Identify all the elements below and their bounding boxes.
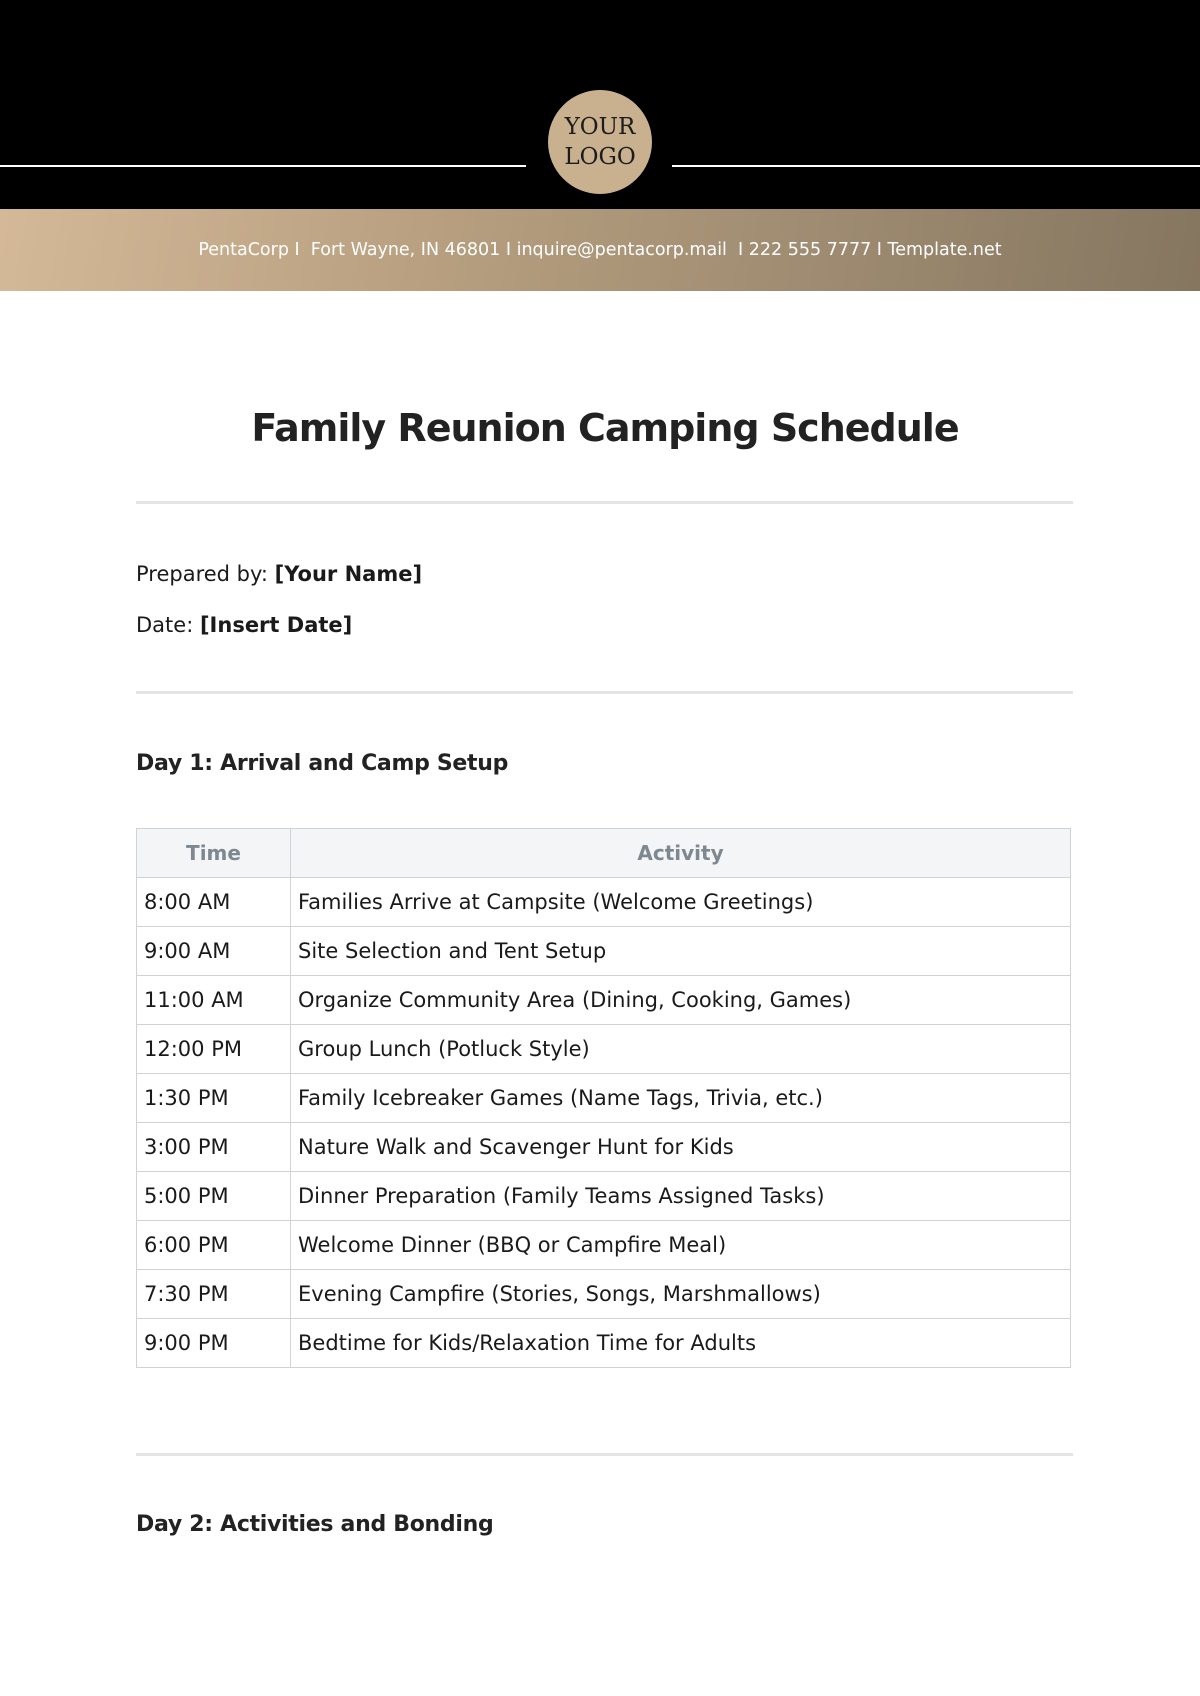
table-row — [137, 1319, 1071, 1368]
time-cell: 1:30 PM — [137, 1074, 291, 1123]
divider — [136, 501, 1073, 504]
time-cell: 9:00 PM — [137, 1319, 291, 1368]
header-banner — [0, 0, 1200, 209]
table-row — [137, 1025, 1071, 1074]
contact-info: PentaCorp I Fort Wayne, IN 46801 I inquire@pentacorp.mail I 222 555 7777 I Template.net — [198, 240, 1002, 260]
activity-cell: Organize Community Area (Dining, Cooking, Games) — [291, 976, 1071, 1025]
table-row — [137, 927, 1071, 976]
activity-cell: Dinner Preparation (Family Teams Assigned Tasks) — [291, 1172, 1071, 1221]
activity-cell: Family Icebreaker Games (Name Tags, Trivia, etc.) — [291, 1074, 1071, 1123]
time-cell: 7:30 PM — [137, 1270, 291, 1319]
prepared-by-line — [136, 560, 422, 588]
column-header-time: Time — [137, 829, 291, 878]
time-cell: 11:00 AM — [137, 976, 291, 1025]
activity-cell: Nature Walk and Scavenger Hunt for Kids — [291, 1123, 1071, 1172]
logo-text-line2: LOGO — [564, 144, 636, 170]
divider — [136, 1453, 1073, 1456]
time-cell: 3:00 PM — [137, 1123, 291, 1172]
table-row — [137, 1270, 1071, 1319]
table-header-row — [137, 829, 1071, 878]
prepared-by-value: [Your Name] — [274, 562, 423, 586]
document-title: Family Reunion Camping Schedule — [251, 406, 959, 450]
time-cell: 6:00 PM — [137, 1221, 291, 1270]
activity-cell: Bedtime for Kids/Relaxation Time for Adults — [291, 1319, 1071, 1368]
table-row — [137, 976, 1071, 1025]
day2-heading: Day 2: Activities and Bonding — [136, 1512, 494, 1537]
column-header-activity: Activity — [291, 829, 1071, 878]
activity-cell: Welcome Dinner (BBQ or Campfire Meal) — [291, 1221, 1071, 1270]
time-cell: 12:00 PM — [137, 1025, 291, 1074]
header-divider-left — [0, 165, 526, 167]
activity-cell: Site Selection and Tent Setup — [291, 927, 1071, 976]
divider — [136, 691, 1073, 694]
date-value: [Insert Date] — [199, 613, 353, 637]
day1-heading: Day 1: Arrival and Camp Setup — [136, 751, 509, 776]
time-cell: 5:00 PM — [137, 1172, 291, 1221]
activity-cell: Group Lunch (Potluck Style) — [291, 1025, 1071, 1074]
activity-cell: Evening Campfire (Stories, Songs, Marshmallows) — [291, 1270, 1071, 1319]
table-row — [137, 878, 1071, 927]
table-row — [137, 1123, 1071, 1172]
date-label: Date: — [136, 613, 200, 637]
company-logo — [548, 90, 652, 194]
date-line — [136, 611, 352, 639]
contact-band — [0, 209, 1200, 291]
time-cell: 8:00 AM — [137, 878, 291, 927]
logo-text-line1: YOUR — [564, 114, 636, 140]
prepared-by-label: Prepared by: — [136, 562, 275, 586]
time-cell: 9:00 AM — [137, 927, 291, 976]
day1-schedule-table — [136, 828, 1071, 1368]
activity-cell: Families Arrive at Campsite (Welcome Greetings) — [291, 878, 1071, 927]
table-row — [137, 1172, 1071, 1221]
header-divider-right — [672, 165, 1200, 167]
table-row — [137, 1074, 1071, 1123]
table-row — [137, 1221, 1071, 1270]
